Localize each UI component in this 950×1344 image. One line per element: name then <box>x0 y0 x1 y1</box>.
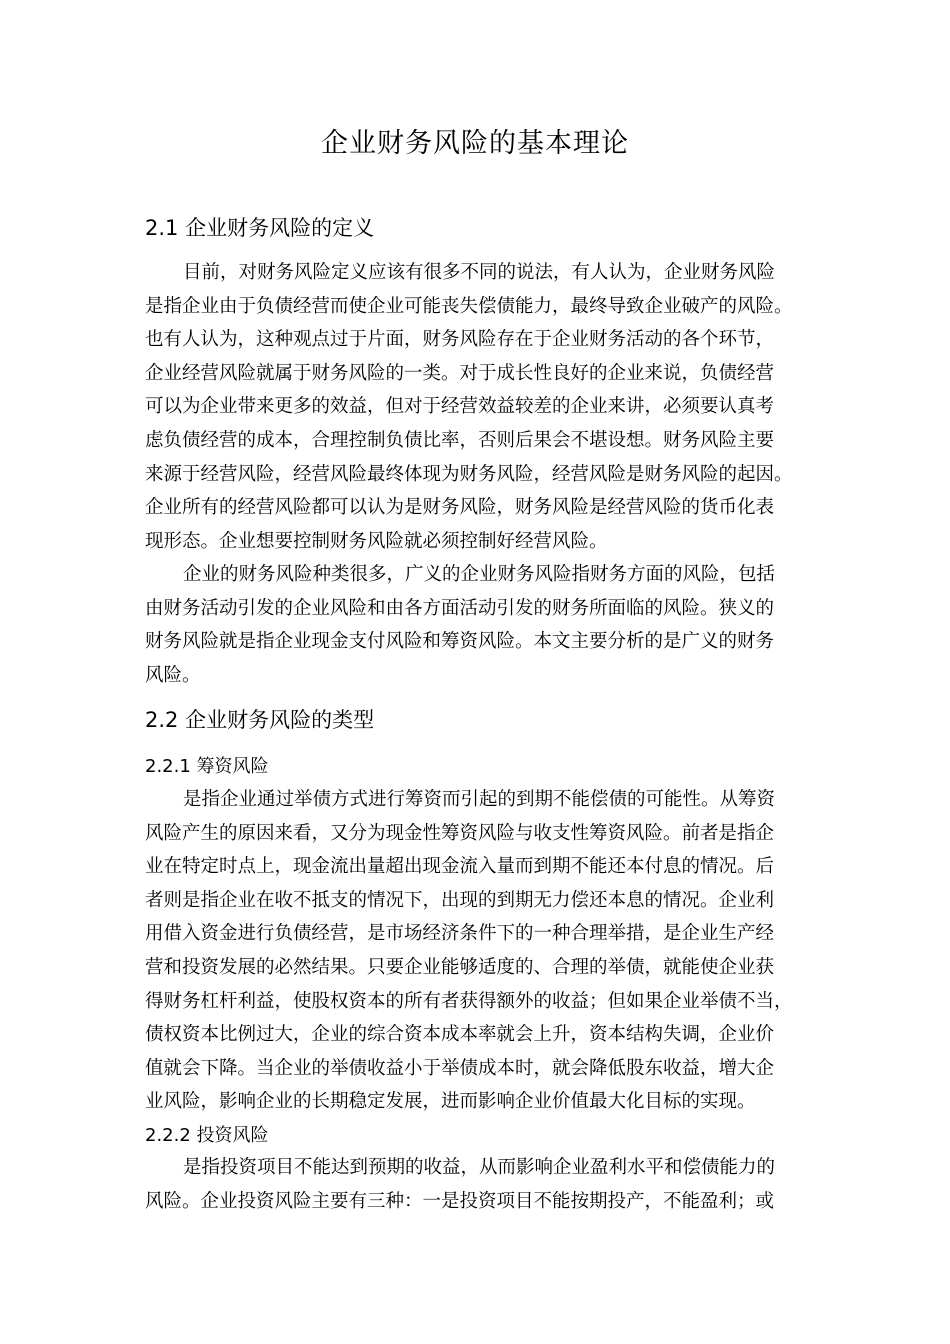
text-line: 目前，对财务风险定义应该有很多不同的说法，有人认为，企业财务风险 <box>183 262 776 283</box>
text-line: 者则是指企业在收不抵支的情况下，出现的到期无力偿还本息的情况。企业利 <box>145 889 775 911</box>
text-line: 可以为企业带来更多的效益，但对于经营效益较差的企业来讲，必须要认真考 <box>145 396 775 418</box>
text-line: 风险。企业投资风险主要有三种：一是投资项目不能按期投产，不能盈利；或 <box>145 1190 775 1212</box>
text-line: 企业所有的经营风险都可以认为是财务风险，财务风险是经营风险的货币化表 <box>145 497 775 519</box>
text-line: 是指投资项目不能达到预期的收益，从而影响企业盈利水平和偿债能力的 <box>183 1157 776 1178</box>
text-line: 营和投资发展的必然结果。只要企业能够适度的、合理的举债，就能使企业获 <box>145 956 775 978</box>
text-line: 是指企业由于负债经营而使企业可能丧失偿债能力，最终导致企业破产的风险。 <box>145 295 793 317</box>
text-line: 来源于经营风险，经营风险最终体现为财务风险，经营风险是财务风险的起因。 <box>145 463 793 485</box>
page-title: 企业财务风险的基本理论 <box>321 128 629 159</box>
text-line: 业在特定时点上，现金流出量超出现金流入量而到期不能还本付息的情况。后 <box>145 856 775 878</box>
paragraph-financing-risk <box>145 783 805 1119</box>
paragraph-investment-risk <box>145 1151 805 1218</box>
text-line: 也有人认为，这种观点过于片面，财务风险存在于企业财务活动的各个环节， <box>145 329 775 351</box>
paragraph-definition-1 <box>145 256 805 558</box>
text-line: 是指企业通过举债方式进行筹资而引起的到期不能偿债的可能性。从筹资 <box>183 789 776 810</box>
text-line: 现形态。企业想要控制财务风险就必须控制好经营风险。 <box>145 530 608 552</box>
section-heading-2-1: 2.1 企业财务风险的定义 <box>145 216 375 240</box>
text-line: 财务风险就是指企业现金支付风险和筹资风险。本文主要分析的是广义的财务 <box>145 631 775 653</box>
text-line: 业风险，影响企业的长期稳定发展，进而影响企业价值最大化目标的实现。 <box>145 1091 756 1113</box>
text-line: 值就会下降。当企业的举债收益小于举债成本时，就会降低股东收益，增大企 <box>145 1057 775 1079</box>
text-line: 得财务杠杆利益，使股权资本的所有者获得额外的收益；但如果企业举债不当， <box>145 990 793 1012</box>
text-line: 由财务活动引发的企业风险和由各方面活动引发的财务所面临的风险。狭义的 <box>145 597 775 619</box>
section-heading-2-2: 2.2 企业财务风险的类型 <box>145 708 375 732</box>
text-line: 风险产生的原因来看，又分为现金性筹资风险与收支性筹资风险。前者是指企 <box>145 822 775 844</box>
text-line: 用借入资金进行负债经营，是市场经济条件下的一种合理举措，是企业生产经 <box>145 923 775 945</box>
text-line: 企业经营风险就属于财务风险的一类。对于成长性良好的企业来说，负债经营 <box>145 362 775 384</box>
text-line: 虑负债经营的成本，合理控制负债比率，否则后果会不堪设想。财务风险主要 <box>145 429 775 451</box>
text-line: 风险。 <box>145 664 201 686</box>
subsection-heading-2-2-2: 2.2.2 投资风险 <box>145 1125 269 1146</box>
paragraph-definition-2 <box>145 558 805 692</box>
text-line: 债权资本比例过大，企业的综合资本成本率就会上升，资本结构失调，企业价 <box>145 1024 775 1046</box>
text-line: 企业的财务风险种类很多，广义的企业财务风险指财务方面的风险，包括 <box>183 564 776 585</box>
subsection-heading-2-2-1: 2.2.1 筹资风险 <box>145 756 269 777</box>
